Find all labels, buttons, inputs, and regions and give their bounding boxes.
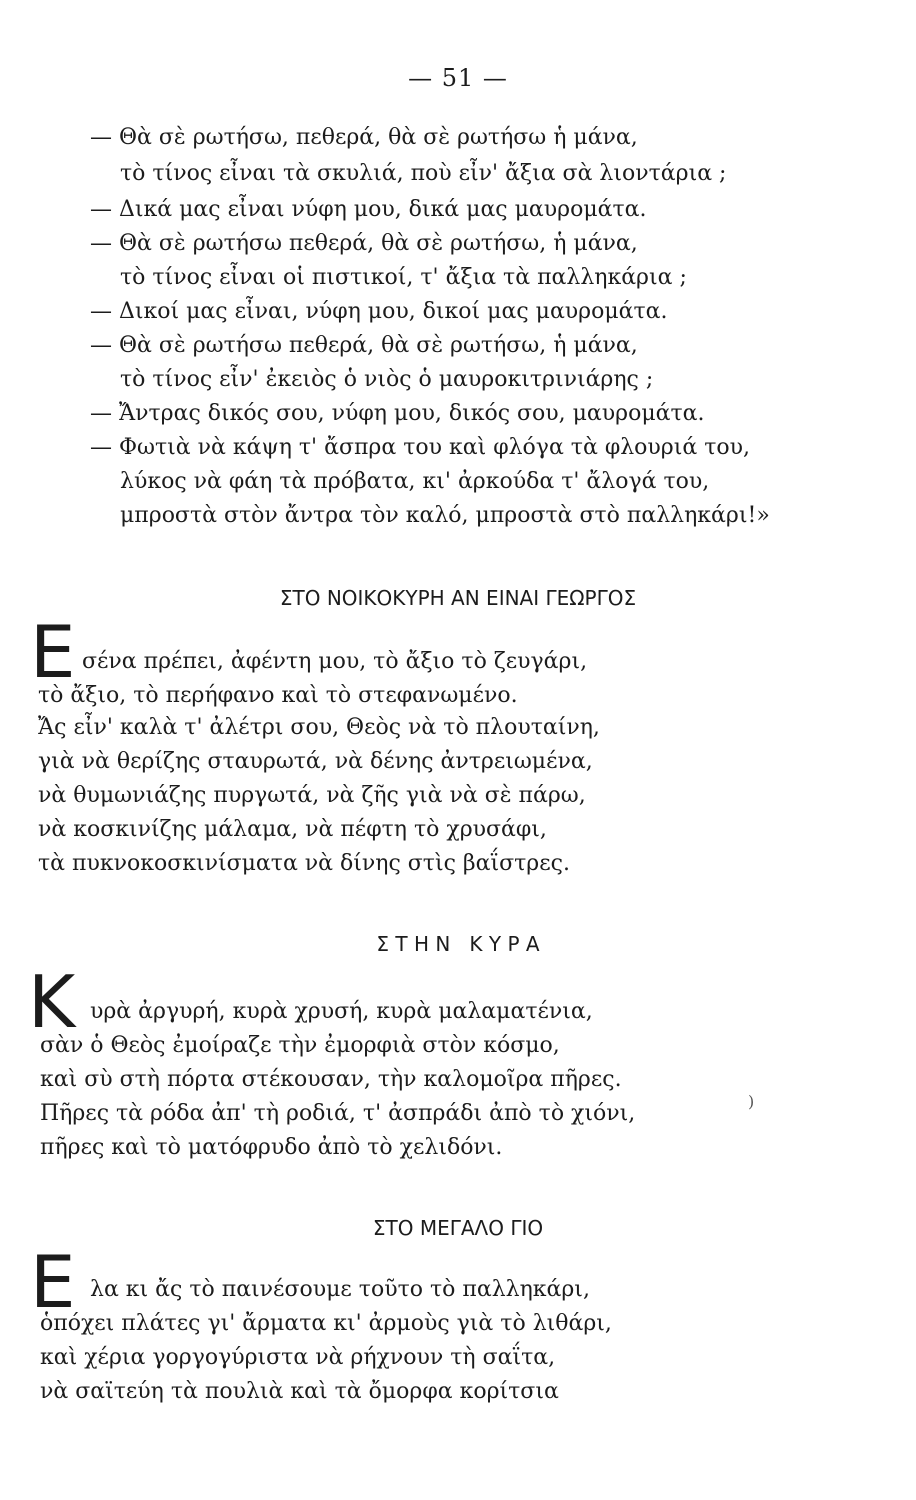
poem-line: λα κι ἄς τὸ παινέσουμε τοῦτο τὸ παλληκάρι, [90,1277,590,1302]
poem-line: γιὰ νὰ θερίζης σταυρωτά, νὰ δένης ἀντρειωμένα, [38,749,593,774]
section-heading: ΣΤΟ ΜΕΓΑΛΟ ΓΙΟ [372,1216,544,1240]
dialogue-line: λύκος νὰ φάη τὰ πρόβατα, κι' ἀρκούδα τ' ἄλογά του, [120,469,710,494]
poem-line: νὰ κοσκινίζης μάλαμα, νὰ πέφτη τὸ χρυσάφι, [38,817,547,842]
dialogue-line: — Θὰ σὲ ρωτήσω πεθερά, θὰ σὲ ρωτήσω, ἡ μάνα, [90,231,638,256]
poem-line: σένα πρέπει, ἀφέντη μου, τὸ ἄξιο τὸ ζευγάρι, [82,649,588,674]
dialogue-line: — Δικοί μας εἶναι, νύφη μου, δικοί μας μαυρομάτα. [90,299,668,324]
dialogue-line: τὸ τίνος εἶναι οἱ πιστικοί, τ' ἄξια τὰ παλληκάρια ; [120,265,687,290]
page-number: — 51 — [408,64,508,92]
poem-line: σὰν ὁ Θεὸς ἐμοίραζε τὴν ἐμορφιὰ στὸν κόσμο, [40,1033,560,1058]
poem-line: καὶ χέρια γοργογύριστα νὰ ρήχνουν τὴ σαΐτα, [40,1345,556,1370]
dialogue-line: — Θὰ σὲ ρωτήσω, πεθερά, θὰ σὲ ρωτήσω ἡ μάνα, [90,125,638,150]
poem-line: Ἄς εἶν' καλὰ τ' ἀλέτρι σου, Θεὸς νὰ τὸ πλουταίνη, [38,715,600,740]
poem-line: τὰ πυκνοκοσκινίσματα νὰ δίνης στὶς βαΐστρες. [38,851,570,876]
section-heading: ΣΤΟ ΝΟΙΚΟΚΥΡΗ ΑΝ ΕΙΝΑΙ ΓΕΩΡΓΟΣ [279,586,637,610]
poem-line: καὶ σὺ στὴ πόρτα στέκουσαν, τὴν καλομοῖρα πῆρες. [40,1067,622,1092]
poem-line: πῆρες καὶ τὸ ματόφρυδο ἀπὸ τὸ χελιδόνι. [40,1135,503,1160]
poem-line: ὁπόχει πλάτες γι' ἄρματα κι' ἀρμοὺς γιὰ τὸ λιθάρι, [40,1311,612,1336]
section-heading: Σ Τ Η Ν Κ Υ Ρ Α [376,932,540,956]
drop-cap: Κ [28,960,76,1044]
dialogue-line: — Φωτιὰ νὰ κάψη τ' ἄσπρα του καὶ φλόγα τὰ φλουριά του, [90,435,750,460]
poem-line: Πῆρες τὰ ρόδα ἀπ' τὴ ροδιά, τ' ἀσπράδι ἀπὸ τὸ χιόνι, [40,1101,636,1126]
margin-mark: ) [748,1092,755,1111]
dialogue-line: τὸ τίνος εἶν' ἐκειὸς ὁ νιὸς ὁ μαυροκιτρινιάρης ; [120,367,654,392]
dialogue-line: — Ἄντρας δικός σου, νύφη μου, δικός σου, μαυρομάτα. [90,401,705,426]
dialogue-line: — Θὰ σὲ ρωτήσω πεθερά, θὰ σὲ ρωτήσω, ἡ μάνα, [90,333,638,358]
dialogue-line: τὸ τίνος εἶναι τὰ σκυλιά, ποὺ εἶν' ἄξια σὰ λιοντάρια ; [120,161,727,186]
dialogue-line: μπροστὰ στὸν ἄντρα τὸν καλό, μπροστὰ στὸ παλληκάρι!» [120,503,770,528]
drop-cap: Ε [30,610,76,694]
poem-line: υρὰ ἀργυρή, κυρὰ χρυσή, κυρὰ μαλαματένια, [90,999,593,1024]
dialogue-line: — Δικά μας εἶναι νύφη μου, δικά μας μαυρομάτα. [90,197,647,222]
poem-line: νὰ σαϊτεύη τὰ πουλιὰ καὶ τὰ ὄμορφα κορίτσια [40,1379,559,1404]
poem-line: τὸ ἄξιο, τὸ περήφανο καὶ τὸ στεφανωμένο. [38,683,518,708]
drop-cap: Ε [30,1240,76,1324]
poem-line: νὰ θυμωνιάζης πυργωτά, νὰ ζῆς γιὰ νὰ σὲ πάρω, [38,783,586,808]
